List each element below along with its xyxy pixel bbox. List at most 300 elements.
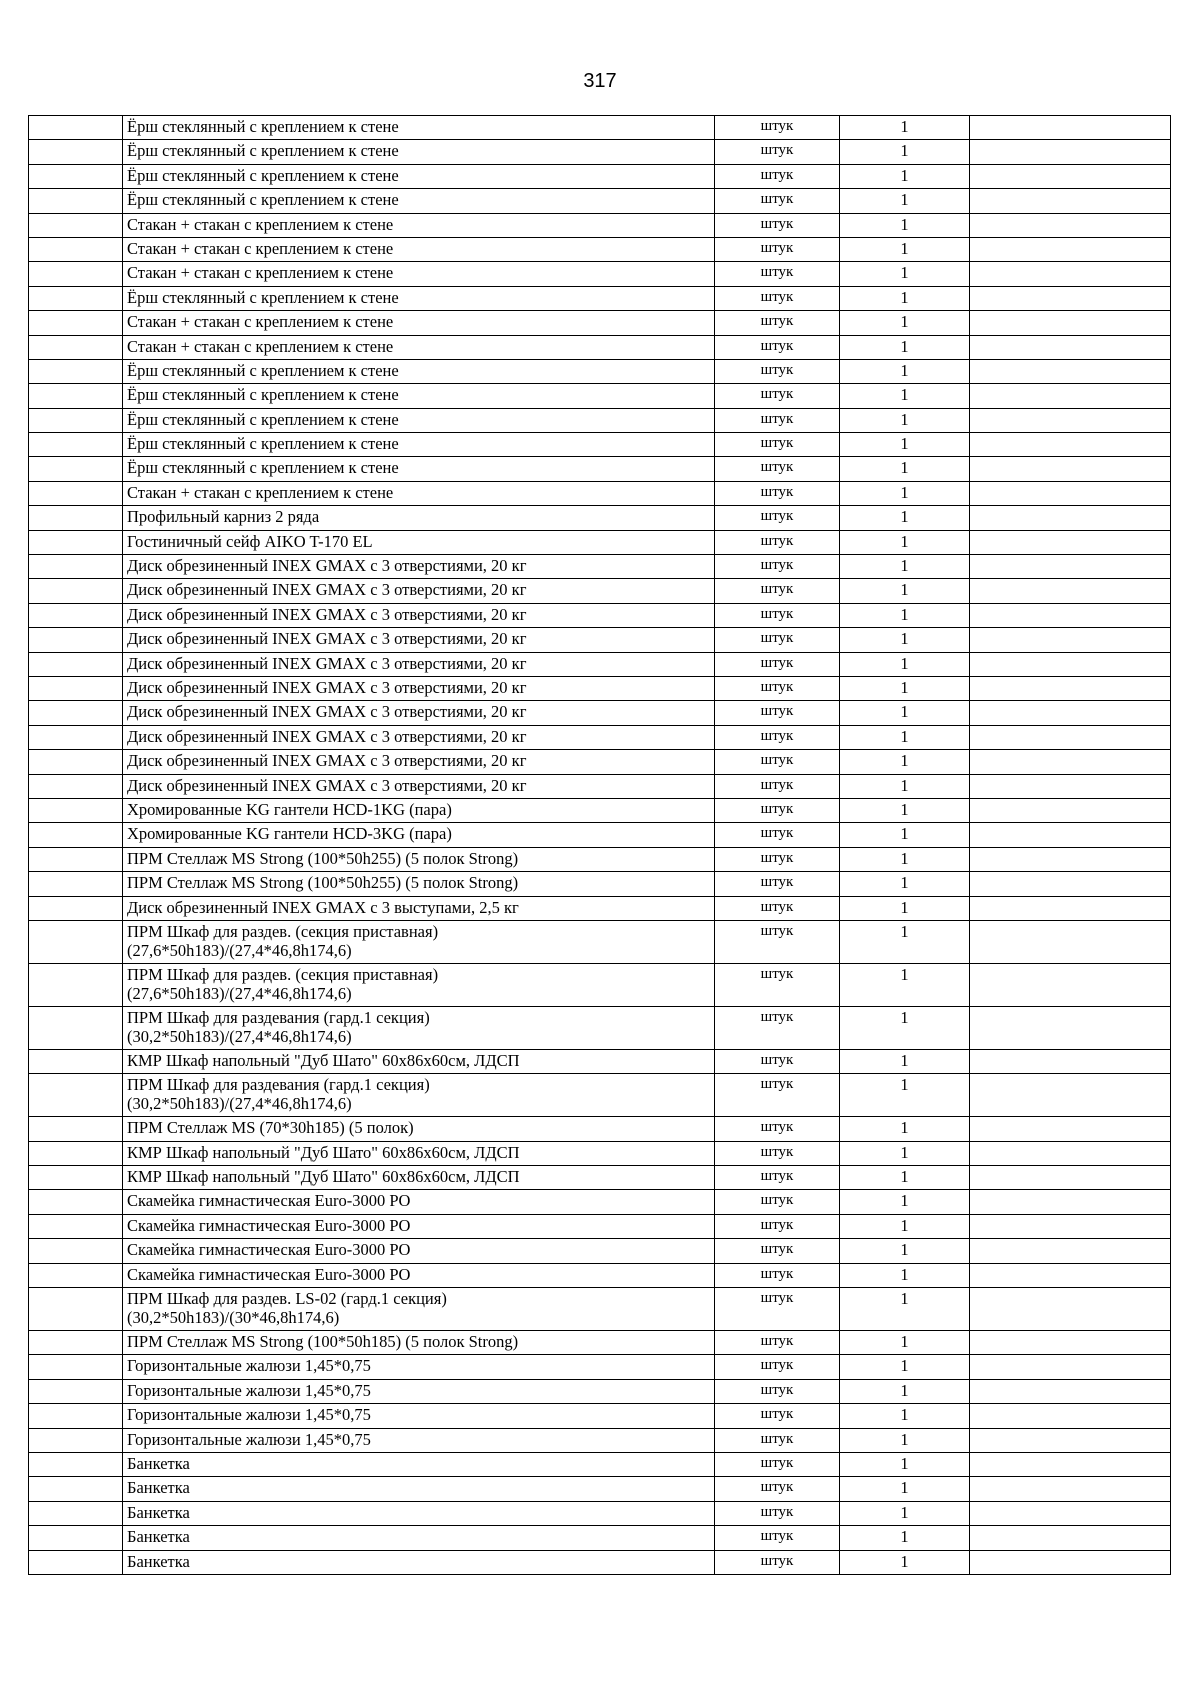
unit-cell: штук [715, 237, 840, 261]
item-name-cell: Хромированные KG гантели HCD-1KG (пара) [123, 798, 715, 822]
unit-cell: штук [715, 1288, 840, 1331]
note-cell [970, 335, 1171, 359]
item-name-cell: ПРМ Шкаф для раздев. LS-02 (гард.1 секция) (30,2*50h183)/(30*46,8h174,6) [123, 1288, 715, 1331]
table-row [29, 1190, 1171, 1214]
table-row [29, 1214, 1171, 1238]
row-number-cell [29, 1550, 123, 1574]
row-number-cell [29, 1263, 123, 1287]
note-cell [970, 359, 1171, 383]
table-row [29, 652, 1171, 676]
unit-cell: штук [715, 140, 840, 164]
quantity-cell: 1 [840, 1006, 970, 1049]
unit-cell: штук [715, 774, 840, 798]
item-name-cell: КМР Шкаф напольный "Дуб Шато" 60х86х60см, ЛДСП [123, 1141, 715, 1165]
table-row [29, 286, 1171, 310]
item-name-cell: Банкетка [123, 1477, 715, 1501]
unit-cell: штук [715, 433, 840, 457]
unit-cell: штук [715, 579, 840, 603]
quantity-cell: 1 [840, 725, 970, 749]
unit-cell: штук [715, 1428, 840, 1452]
note-cell [970, 116, 1171, 140]
unit-cell: штук [715, 603, 840, 627]
table-row [29, 213, 1171, 237]
row-number-cell [29, 506, 123, 530]
table-row [29, 920, 1171, 963]
item-name-cell: Банкетка [123, 1452, 715, 1476]
row-number-cell [29, 701, 123, 725]
item-name-cell: Стакан + стакан с креплением к стене [123, 262, 715, 286]
note-cell [970, 1331, 1171, 1355]
item-name-cell: Стакан + стакан с креплением к стене [123, 213, 715, 237]
page-number: 317 [583, 70, 617, 92]
quantity-cell: 1 [840, 335, 970, 359]
item-name-cell: Горизонтальные жалюзи 1,45*0,75 [123, 1428, 715, 1452]
row-number-cell [29, 359, 123, 383]
unit-cell: штук [715, 725, 840, 749]
unit-cell: штук [715, 555, 840, 579]
table-row [29, 1428, 1171, 1452]
item-name-cell: Горизонтальные жалюзи 1,45*0,75 [123, 1404, 715, 1428]
quantity-cell: 1 [840, 1288, 970, 1331]
unit-cell: штук [715, 1501, 840, 1525]
quantity-cell: 1 [840, 1477, 970, 1501]
item-name-cell: Ёрш стеклянный с креплением к стене [123, 116, 715, 140]
note-cell [970, 506, 1171, 530]
quantity-cell: 1 [840, 1331, 970, 1355]
row-number-cell [29, 213, 123, 237]
table-row [29, 725, 1171, 749]
item-name-cell: Стакан + стакан с креплением к стене [123, 311, 715, 335]
item-name-cell: ПРМ Шкаф для раздевания (гард.1 секция) (30,2*50h183)/(27,4*46,8h174,6) [123, 1074, 715, 1117]
table-row [29, 1263, 1171, 1287]
row-number-cell [29, 896, 123, 920]
row-number-cell [29, 1166, 123, 1190]
table-row [29, 1006, 1171, 1049]
note-cell [970, 1166, 1171, 1190]
item-name-cell: Ёрш стеклянный с креплением к стене [123, 286, 715, 310]
quantity-cell: 1 [840, 1379, 970, 1403]
table-row [29, 311, 1171, 335]
row-number-cell [29, 286, 123, 310]
unit-cell: штук [715, 335, 840, 359]
item-name-cell: Хромированные KG гантели HCD-3KG (пара) [123, 823, 715, 847]
item-name-cell: ПРМ Шкаф для раздев. (секция приставная) (27,6*50h183)/(27,4*46,8h174,6) [123, 920, 715, 963]
row-number-cell [29, 384, 123, 408]
unit-cell: штук [715, 481, 840, 505]
row-number-cell [29, 1477, 123, 1501]
item-name-cell: Скамейка гимнастическая Euro-3000 PO [123, 1214, 715, 1238]
quantity-cell: 1 [840, 1166, 970, 1190]
note-cell [970, 1006, 1171, 1049]
row-number-cell [29, 823, 123, 847]
note-cell [970, 1288, 1171, 1331]
table-row [29, 189, 1171, 213]
item-name-cell: ПРМ Стеллаж MS Strong (100*50h255) (5 полок Strong) [123, 872, 715, 896]
unit-cell: штук [715, 1190, 840, 1214]
item-name-cell: Горизонтальные жалюзи 1,45*0,75 [123, 1355, 715, 1379]
unit-cell: штук [715, 457, 840, 481]
item-name-cell: Ёрш стеклянный с креплением к стене [123, 408, 715, 432]
quantity-cell: 1 [840, 920, 970, 963]
unit-cell: штук [715, 1239, 840, 1263]
quantity-cell: 1 [840, 1117, 970, 1141]
quantity-cell: 1 [840, 311, 970, 335]
note-cell [970, 579, 1171, 603]
row-number-cell [29, 1049, 123, 1073]
row-number-cell [29, 189, 123, 213]
row-number-cell [29, 847, 123, 871]
unit-cell: штук [715, 1404, 840, 1428]
quantity-cell: 1 [840, 603, 970, 627]
note-cell [970, 798, 1171, 822]
note-cell [970, 1477, 1171, 1501]
row-number-cell [29, 164, 123, 188]
row-number-cell [29, 1239, 123, 1263]
table-row [29, 530, 1171, 554]
table-row [29, 1288, 1171, 1331]
item-name-cell: ПРМ Шкаф для раздевания (гард.1 секция) (30,2*50h183)/(27,4*46,8h174,6) [123, 1006, 715, 1049]
table-row [29, 1477, 1171, 1501]
note-cell [970, 1117, 1171, 1141]
table-row [29, 1501, 1171, 1525]
item-name-cell: Банкетка [123, 1501, 715, 1525]
row-number-cell [29, 433, 123, 457]
unit-cell: штук [715, 628, 840, 652]
row-number-cell [29, 530, 123, 554]
note-cell [970, 481, 1171, 505]
item-name-cell: Диск обрезиненный INEX GMAX с 3 отверстиями, 20 кг [123, 750, 715, 774]
quantity-cell: 1 [840, 384, 970, 408]
note-cell [970, 555, 1171, 579]
item-name-cell: ПРМ Шкаф для раздев. (секция приставная) (27,6*50h183)/(27,4*46,8h174,6) [123, 963, 715, 1006]
row-number-cell [29, 725, 123, 749]
note-cell [970, 725, 1171, 749]
table-row [29, 774, 1171, 798]
unit-cell: штук [715, 798, 840, 822]
unit-cell: штук [715, 1074, 840, 1117]
note-cell [970, 1404, 1171, 1428]
item-name-cell: Банкетка [123, 1550, 715, 1574]
unit-cell: штук [715, 189, 840, 213]
quantity-cell: 1 [840, 116, 970, 140]
item-name-cell: Ёрш стеклянный с креплением к стене [123, 433, 715, 457]
row-number-cell [29, 1404, 123, 1428]
note-cell [970, 1263, 1171, 1287]
quantity-cell: 1 [840, 1074, 970, 1117]
item-name-cell: Диск обрезиненный INEX GMAX с 3 отверстиями, 20 кг [123, 676, 715, 700]
table-body [29, 116, 1171, 1575]
table-row [29, 603, 1171, 627]
item-name-cell: ПРМ Стеллаж MS (70*30h185) (5 полок) [123, 1117, 715, 1141]
note-cell [970, 311, 1171, 335]
unit-cell: штук [715, 1141, 840, 1165]
item-name-cell: Стакан + стакан с креплением к стене [123, 335, 715, 359]
item-name-cell: Горизонтальные жалюзи 1,45*0,75 [123, 1379, 715, 1403]
table-row [29, 847, 1171, 871]
note-cell [970, 164, 1171, 188]
unit-cell: штук [715, 116, 840, 140]
note-cell [970, 189, 1171, 213]
table-row [29, 140, 1171, 164]
note-cell [970, 457, 1171, 481]
row-number-cell [29, 1501, 123, 1525]
note-cell [970, 1074, 1171, 1117]
table-row [29, 433, 1171, 457]
row-number-cell [29, 1331, 123, 1355]
note-cell [970, 1526, 1171, 1550]
note-cell [970, 1141, 1171, 1165]
item-name-cell: Диск обрезиненный INEX GMAX с 3 отверстиями, 20 кг [123, 628, 715, 652]
table-row [29, 506, 1171, 530]
quantity-cell: 1 [840, 164, 970, 188]
table-row [29, 628, 1171, 652]
quantity-cell: 1 [840, 1404, 970, 1428]
note-cell [970, 262, 1171, 286]
quantity-cell: 1 [840, 847, 970, 871]
table-row [29, 798, 1171, 822]
item-name-cell: Диск обрезиненный INEX GMAX с 3 отверстиями, 20 кг [123, 555, 715, 579]
unit-cell: штук [715, 1166, 840, 1190]
note-cell [970, 408, 1171, 432]
quantity-cell: 1 [840, 481, 970, 505]
table-row [29, 872, 1171, 896]
quantity-cell: 1 [840, 701, 970, 725]
table-row [29, 359, 1171, 383]
note-cell [970, 963, 1171, 1006]
table-row [29, 384, 1171, 408]
note-cell [970, 823, 1171, 847]
row-number-cell [29, 1141, 123, 1165]
table-row [29, 750, 1171, 774]
table-row [29, 555, 1171, 579]
note-cell [970, 1239, 1171, 1263]
row-number-cell [29, 457, 123, 481]
note-cell [970, 701, 1171, 725]
row-number-cell [29, 628, 123, 652]
quantity-cell: 1 [840, 1501, 970, 1525]
item-name-cell: Стакан + стакан с креплением к стене [123, 237, 715, 261]
item-name-cell: Гостиничный сейф AIKO T-170 EL [123, 530, 715, 554]
quantity-cell: 1 [840, 140, 970, 164]
quantity-cell: 1 [840, 652, 970, 676]
note-cell [970, 530, 1171, 554]
item-name-cell: Скамейка гимнастическая Euro-3000 PO [123, 1263, 715, 1287]
table-row [29, 1331, 1171, 1355]
unit-cell: штук [715, 872, 840, 896]
quantity-cell: 1 [840, 774, 970, 798]
table-row [29, 1049, 1171, 1073]
row-number-cell [29, 311, 123, 335]
item-name-cell: Диск обрезиненный INEX GMAX с 3 отверстиями, 20 кг [123, 579, 715, 603]
table-row [29, 1141, 1171, 1165]
table-row [29, 237, 1171, 261]
unit-cell: штук [715, 1049, 840, 1073]
quantity-cell: 1 [840, 1263, 970, 1287]
row-number-cell [29, 1006, 123, 1049]
row-number-cell [29, 1190, 123, 1214]
table-row [29, 1166, 1171, 1190]
unit-cell: штук [715, 847, 840, 871]
quantity-cell: 1 [840, 750, 970, 774]
unit-cell: штук [715, 530, 840, 554]
quantity-cell: 1 [840, 1452, 970, 1476]
note-cell [970, 213, 1171, 237]
note-cell [970, 1379, 1171, 1403]
note-cell [970, 1049, 1171, 1073]
quantity-cell: 1 [840, 506, 970, 530]
item-name-cell: Стакан + стакан с креплением к стене [123, 481, 715, 505]
note-cell [970, 1428, 1171, 1452]
unit-cell: штук [715, 920, 840, 963]
item-name-cell: Ёрш стеклянный с креплением к стене [123, 189, 715, 213]
unit-cell: штук [715, 359, 840, 383]
quantity-cell: 1 [840, 213, 970, 237]
quantity-cell: 1 [840, 1239, 970, 1263]
item-name-cell: Диск обрезиненный INEX GMAX с 3 отверстиями, 20 кг [123, 701, 715, 725]
item-name-cell: Скамейка гимнастическая Euro-3000 PO [123, 1190, 715, 1214]
quantity-cell: 1 [840, 896, 970, 920]
quantity-cell: 1 [840, 286, 970, 310]
table-row [29, 1117, 1171, 1141]
row-number-cell [29, 116, 123, 140]
quantity-cell: 1 [840, 628, 970, 652]
row-number-cell [29, 140, 123, 164]
unit-cell: штук [715, 1263, 840, 1287]
row-number-cell [29, 750, 123, 774]
unit-cell: штук [715, 1117, 840, 1141]
unit-cell: штук [715, 750, 840, 774]
row-number-cell [29, 1288, 123, 1331]
row-number-cell [29, 481, 123, 505]
table-row [29, 701, 1171, 725]
row-number-cell [29, 652, 123, 676]
note-cell [970, 872, 1171, 896]
quantity-cell: 1 [840, 872, 970, 896]
table-row [29, 164, 1171, 188]
quantity-cell: 1 [840, 676, 970, 700]
row-number-cell [29, 408, 123, 432]
note-cell [970, 433, 1171, 457]
unit-cell: штук [715, 1355, 840, 1379]
table-row [29, 1355, 1171, 1379]
table-row [29, 481, 1171, 505]
item-name-cell: Диск обрезиненный INEX GMAX с 3 отверстиями, 20 кг [123, 652, 715, 676]
item-name-cell: ПРМ Стеллаж MS Strong (100*50h185) (5 полок Strong) [123, 1331, 715, 1355]
quantity-cell: 1 [840, 359, 970, 383]
item-name-cell: Ёрш стеклянный с креплением к стене [123, 164, 715, 188]
table-row [29, 1404, 1171, 1428]
unit-cell: штук [715, 1550, 840, 1574]
note-cell [970, 140, 1171, 164]
table-row [29, 262, 1171, 286]
row-number-cell [29, 555, 123, 579]
row-number-cell [29, 579, 123, 603]
row-number-cell [29, 676, 123, 700]
item-name-cell: Ёрш стеклянный с креплением к стене [123, 457, 715, 481]
unit-cell: штук [715, 1379, 840, 1403]
table-row [29, 408, 1171, 432]
row-number-cell [29, 335, 123, 359]
quantity-cell: 1 [840, 457, 970, 481]
unit-cell: штук [715, 311, 840, 335]
table-row [29, 676, 1171, 700]
item-name-cell: Диск обрезиненный INEX GMAX с 3 отверстиями, 20 кг [123, 725, 715, 749]
item-name-cell: Ёрш стеклянный с креплением к стене [123, 359, 715, 383]
row-number-cell [29, 1355, 123, 1379]
table-row [29, 457, 1171, 481]
row-number-cell [29, 963, 123, 1006]
note-cell [970, 286, 1171, 310]
note-cell [970, 237, 1171, 261]
unit-cell: штук [715, 676, 840, 700]
row-number-cell [29, 262, 123, 286]
item-name-cell: Диск обрезиненный INEX GMAX с 3 отверстиями, 20 кг [123, 603, 715, 627]
row-number-cell [29, 1117, 123, 1141]
item-name-cell: Ёрш стеклянный с креплением к стене [123, 140, 715, 164]
note-cell [970, 652, 1171, 676]
unit-cell: штук [715, 1214, 840, 1238]
row-number-cell [29, 798, 123, 822]
note-cell [970, 603, 1171, 627]
quantity-cell: 1 [840, 1214, 970, 1238]
item-name-cell: КМР Шкаф напольный "Дуб Шато" 60х86х60см, ЛДСП [123, 1166, 715, 1190]
row-number-cell [29, 1526, 123, 1550]
quantity-cell: 1 [840, 262, 970, 286]
note-cell [970, 1550, 1171, 1574]
quantity-cell: 1 [840, 1550, 970, 1574]
row-number-cell [29, 774, 123, 798]
note-cell [970, 1190, 1171, 1214]
row-number-cell [29, 1452, 123, 1476]
quantity-cell: 1 [840, 1355, 970, 1379]
quantity-cell: 1 [840, 1526, 970, 1550]
quantity-cell: 1 [840, 579, 970, 603]
quantity-cell: 1 [840, 555, 970, 579]
item-name-cell: Профильный карниз 2 ряда [123, 506, 715, 530]
item-name-cell: КМР Шкаф напольный "Дуб Шато" 60х86х60см, ЛДСП [123, 1049, 715, 1073]
table-row [29, 896, 1171, 920]
unit-cell: штук [715, 262, 840, 286]
note-cell [970, 774, 1171, 798]
table-row [29, 1550, 1171, 1574]
unit-cell: штук [715, 164, 840, 188]
item-name-cell: Банкетка [123, 1526, 715, 1550]
table-row [29, 1379, 1171, 1403]
item-name-cell: Ёрш стеклянный с креплением к стене [123, 384, 715, 408]
quantity-cell: 1 [840, 1049, 970, 1073]
quantity-cell: 1 [840, 433, 970, 457]
item-name-cell: Диск обрезиненный INEX GMAX с 3 выступами, 2,5 кг [123, 896, 715, 920]
item-name-cell: Диск обрезиненный INEX GMAX с 3 отверстиями, 20 кг [123, 774, 715, 798]
unit-cell: штук [715, 1477, 840, 1501]
unit-cell: штук [715, 701, 840, 725]
unit-cell: штук [715, 213, 840, 237]
quantity-cell: 1 [840, 1428, 970, 1452]
table-row [29, 1452, 1171, 1476]
unit-cell: штук [715, 506, 840, 530]
table-row [29, 1074, 1171, 1117]
table-row [29, 579, 1171, 603]
inventory-table [28, 115, 1171, 1575]
unit-cell: штук [715, 1526, 840, 1550]
note-cell [970, 750, 1171, 774]
unit-cell: штук [715, 286, 840, 310]
table-row [29, 116, 1171, 140]
row-number-cell [29, 1214, 123, 1238]
unit-cell: штук [715, 823, 840, 847]
quantity-cell: 1 [840, 1141, 970, 1165]
table-row [29, 1526, 1171, 1550]
